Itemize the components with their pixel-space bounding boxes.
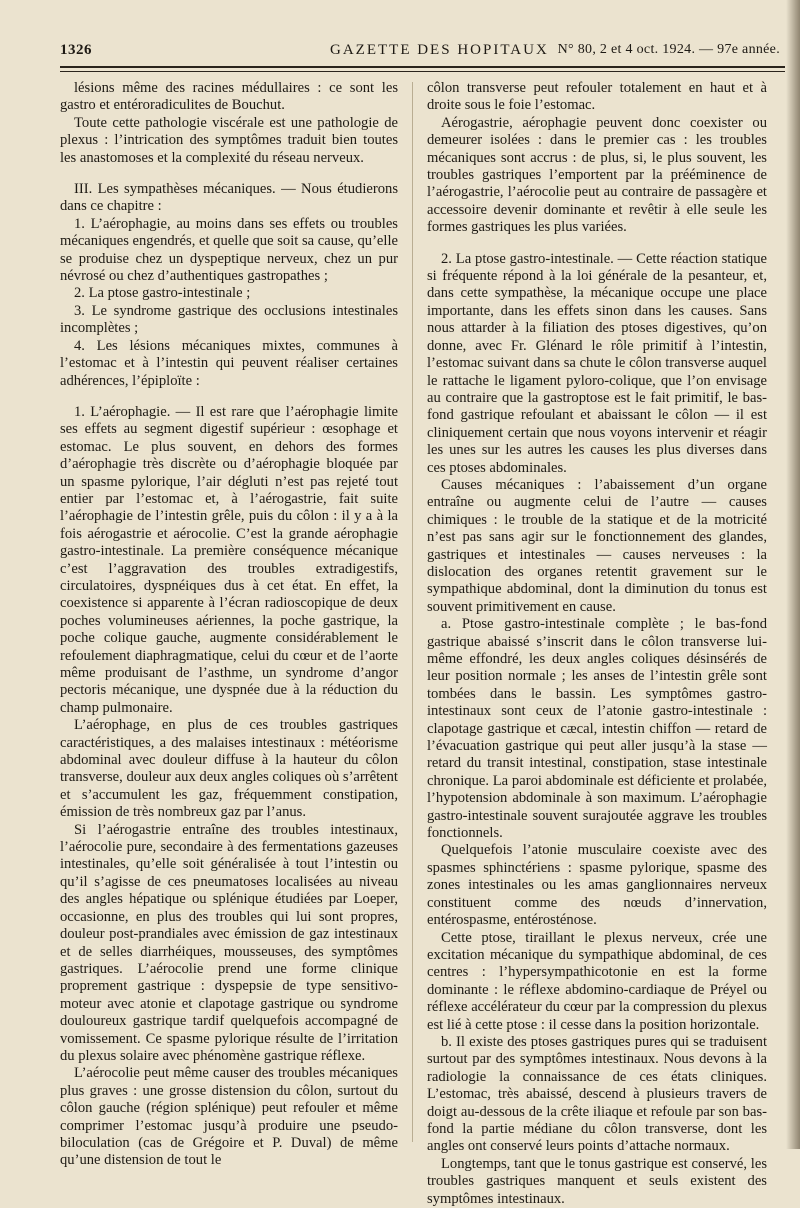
header-rule-thick bbox=[60, 66, 785, 68]
page-edge-shadow bbox=[786, 0, 800, 1149]
paragraph: Causes mécaniques : l’abaissement d’un organe entraîne ou augmente celui de l’autre — causes chimiques : le trouble de la statique et de la motricité n’est pas sans agir sur le fonctionnement des glandes, gastriques et intestinales — causes nerveuses : la dislocation des organes retentit gravement sur le sympathique abdominal, dont la diminution du tonus est souvent primitivement en cause. bbox=[427, 476, 767, 615]
paragraph: côlon transverse peut refouler totalement en haut et à droite sous le foie l’estomac. bbox=[427, 80, 767, 114]
paragraph: lésions même des racines médullaires : ce sont les gastro et entéroradiculites de Bouchut. bbox=[60, 80, 398, 114]
paragraph: Toute cette pathologie viscérale est une pathologie de plexus : l’intrication des symptômes traduit bien toutes les anastomoses et la complexité du réseau nerveux. bbox=[60, 114, 398, 166]
subsection-paragraph: 2. La ptose gastro-intestinale. — Cette réaction statique si fréquente répond à la loi générale de la pesanteur, et, dans cette sympathèse, la mécanique occupe une place importante, dans les effets sinon dans les causes. Sans nous attarder à la filiation des ptoses digestives, qu’on donne, avec Fr. Glénard le rôle primitif à l’intestin, l’estomac suivant dans sa chute le côlon transverse auquel le rattache le ligament pyloro-colique, que l’on envisage au contraire que la gastroptose est le fait primitif, le bas-fond gastrique refoulant et abaissant le côlon — il est cliniquement certain que nous voyons intervenir et réagir les unes sur les autres les causes les plus diverses dans ces ptoses abdominales. bbox=[427, 250, 767, 476]
paragraph: a. Ptose gastro-intestinale complète ; le bas-fond gastrique abaissé s’inscrit dans le côlon transverse lui-même effondré, les deux angles coliques désinsérés de leur position normale ; les anses de l’intestin grêle sont tombées dans le bassin. Les symptômes gastro-intestinaux sont ceux de l’atonie gastro-intestinale : clapotage gastrique et cæcal, intestin chiffon — retard de l’évacuation gastrique qui peut aller jusqu’à la stase — retard du transit intestinal, constipation, stase intestinale chronique. La paroi abdominale est déficiente et prolabée, l’hypotension abdominale à son maximum. L’aérophagie gastro-intestinale souvent surajoutée aggrave les troubles fonctionnels. bbox=[427, 616, 767, 842]
header-rule-thin bbox=[60, 71, 785, 72]
page-number: 1326 bbox=[60, 42, 92, 58]
issue-info: N° 80, 2 et 4 oct. 1924. — 97e année. bbox=[557, 42, 780, 57]
section-heading: III. Les sympathèses mécaniques. — Nous étudierons dans ce chapitre : bbox=[60, 181, 398, 215]
column-gutter bbox=[412, 82, 413, 1142]
page-header bbox=[60, 36, 780, 62]
paragraph: L’aérocolie peut même causer des troubles mécaniques plus graves : une grosse distension du côlon, surtout du côlon gauche (région splénique) peut refouler et même comprimer l’estomac jusqu’à produire une pseudo-biloculation (cas de Grégoire et P. Duval) de même qu’une distension de tout le bbox=[60, 1065, 398, 1169]
right-column bbox=[427, 80, 767, 1208]
journal-title: GAZETTE DES HOPITAUX bbox=[330, 42, 549, 58]
paragraph: Quelquefois l’atonie musculaire coexiste avec des spasmes sphinctériens : spasme pylorique, spasme des zones intestinales ou les amas ganglionnaires nerveux constituent comme des nœuds d’innervation, entérospasme, entérosténose. bbox=[427, 842, 767, 929]
paragraph: L’aérophage, en plus de ces troubles gastriques caractéristiques, a des malaises intestinaux : météorisme abdominal avec douleur diffuse à la hauteur du côlon transverse, douleur aux deux angles coliques où s’arrêtent et s’accumulent les gaz, fréquemment constipation, émission de très nombreux gaz par l’anus. bbox=[60, 717, 398, 821]
list-item: 2. La ptose gastro-intestinale ; bbox=[74, 285, 251, 302]
paragraph: Si l’aérogastrie entraîne des troubles intestinaux, l’aérocolie pure, secondaire à des fermentations gazeuses intestinales, qu’elle soit généralisée à tout l’intestin ou qu’il s’agisse de ces pneumatoses localisées au niveau des angles hépatique ou splénique étudiées par Loeper, occasionne, en plus des troubles qui lui sont propres, douleur post-prandiales avec émission de gaz intestinaux et de selles diarrhéiques, mousseuses, des symptômes gastriques. L’aérocolie prend une forme clinique proprement gastrique : dyspepsie de type sensitivo-moteur avec atonie et clapotage gastrique ou syndrome douloureux gastrique tardif quelquefois accompagné de vomissement. Ce spasme pylorique résulte de l’irritation du plexus solaire avec phénomène gastrique réflexe. bbox=[60, 821, 398, 1064]
list-item: 4. Les lésions mécaniques mixtes, communes à l’estomac et à l’intestin qui peuvent réaliser certaines adhérences, l’épiploïte : bbox=[60, 337, 398, 389]
paragraph: Longtemps, tant que le tonus gastrique est conservé, les troubles gastriques manquent et seuls existent des symptômes intestinaux. bbox=[427, 1155, 767, 1207]
list-item: 1. L’aérophagie, au moins dans ses effets ou troubles mécaniques engendrés, et quelle que soit sa cause, qu’elle se produise chez un dyspeptique nerveux, chez un pur névrosé ou chez d’authentiques gastropathes ; bbox=[60, 215, 398, 285]
subsection-paragraph: 1. L’aérophagie. — Il est rare que l’aérophagie limite ses effets au segment digestif supérieur : œsophage et estomac. Le plus souvent, en dehors des formes d’aérophagie très discrète ou d’aérophagie bloquée par un spasme pylorique, l’air dégluti n’est pas rejeté tout entier par l’estomac et, à l’aérogastrie, fait suite l’aérophagie de l’intestin grêle, puis du côlon : il y a à la fois aérogastrie et aérocolie. C’est la grande aérophagie gastro-intestinale. La première conséquence mécanique c’est l’aggravation des troubles extradigestifs, circulatoires, dyspnéiques dus à cet état. En effet, la coexistence si apparente à l’écran radioscopique de deux poches volumineuses aériennes, la poche gastrique, la poche colique gauche, augmente considérablement le refoulement diaphragmatique, celui du cœur et de l’aorte même produisant de l’asthme, un syndrome d’angor pectoris mécanique, une dyspnée due à la réduction du champ pulmonaire. bbox=[60, 403, 398, 716]
paragraph: Cette ptose, tiraillant le plexus nerveux, crée une excitation mécanique du sympathique abdominal, de ces centres : l’hypersympathicotonie en est la forme dominante : le réflexe abdomino-cardiaque de Préyel ou réflexe accélérateur du cœur par la compression du plexus est lié à cette ptose : il cesse dans la position horizontale. bbox=[427, 929, 767, 1033]
list-item: 3. Le syndrome gastrique des occlusions intestinales incomplètes ; bbox=[60, 302, 398, 337]
left-column bbox=[60, 80, 398, 1170]
paragraph: Aérogastrie, aérophagie peuvent donc coexister ou demeurer isolées : dans le premier cas : les troubles mécaniques sont accrus : de plus, si, le plus souvent, les troubles gastriques l’emportent par la prééminence de l’aérogastrie, l’aérocolie peut au contraire de passagère et accessoire devenir dominante et revêtir à elle seule les formes gastriques les plus variées. bbox=[427, 114, 767, 236]
paragraph: b. Il existe des ptoses gastriques pures qui se traduisent surtout par des symptômes intestinaux. Nous devons à la radiologie la connaissance de ces états cliniques. L’estomac, très abaissé, descend à plusieurs travers de doigt au-dessous de la crête iliaque et refoule par son bas-fond la partie médiane du côlon transverse, dont les angles ont conservé leurs points d’attache normaux. bbox=[427, 1033, 767, 1155]
